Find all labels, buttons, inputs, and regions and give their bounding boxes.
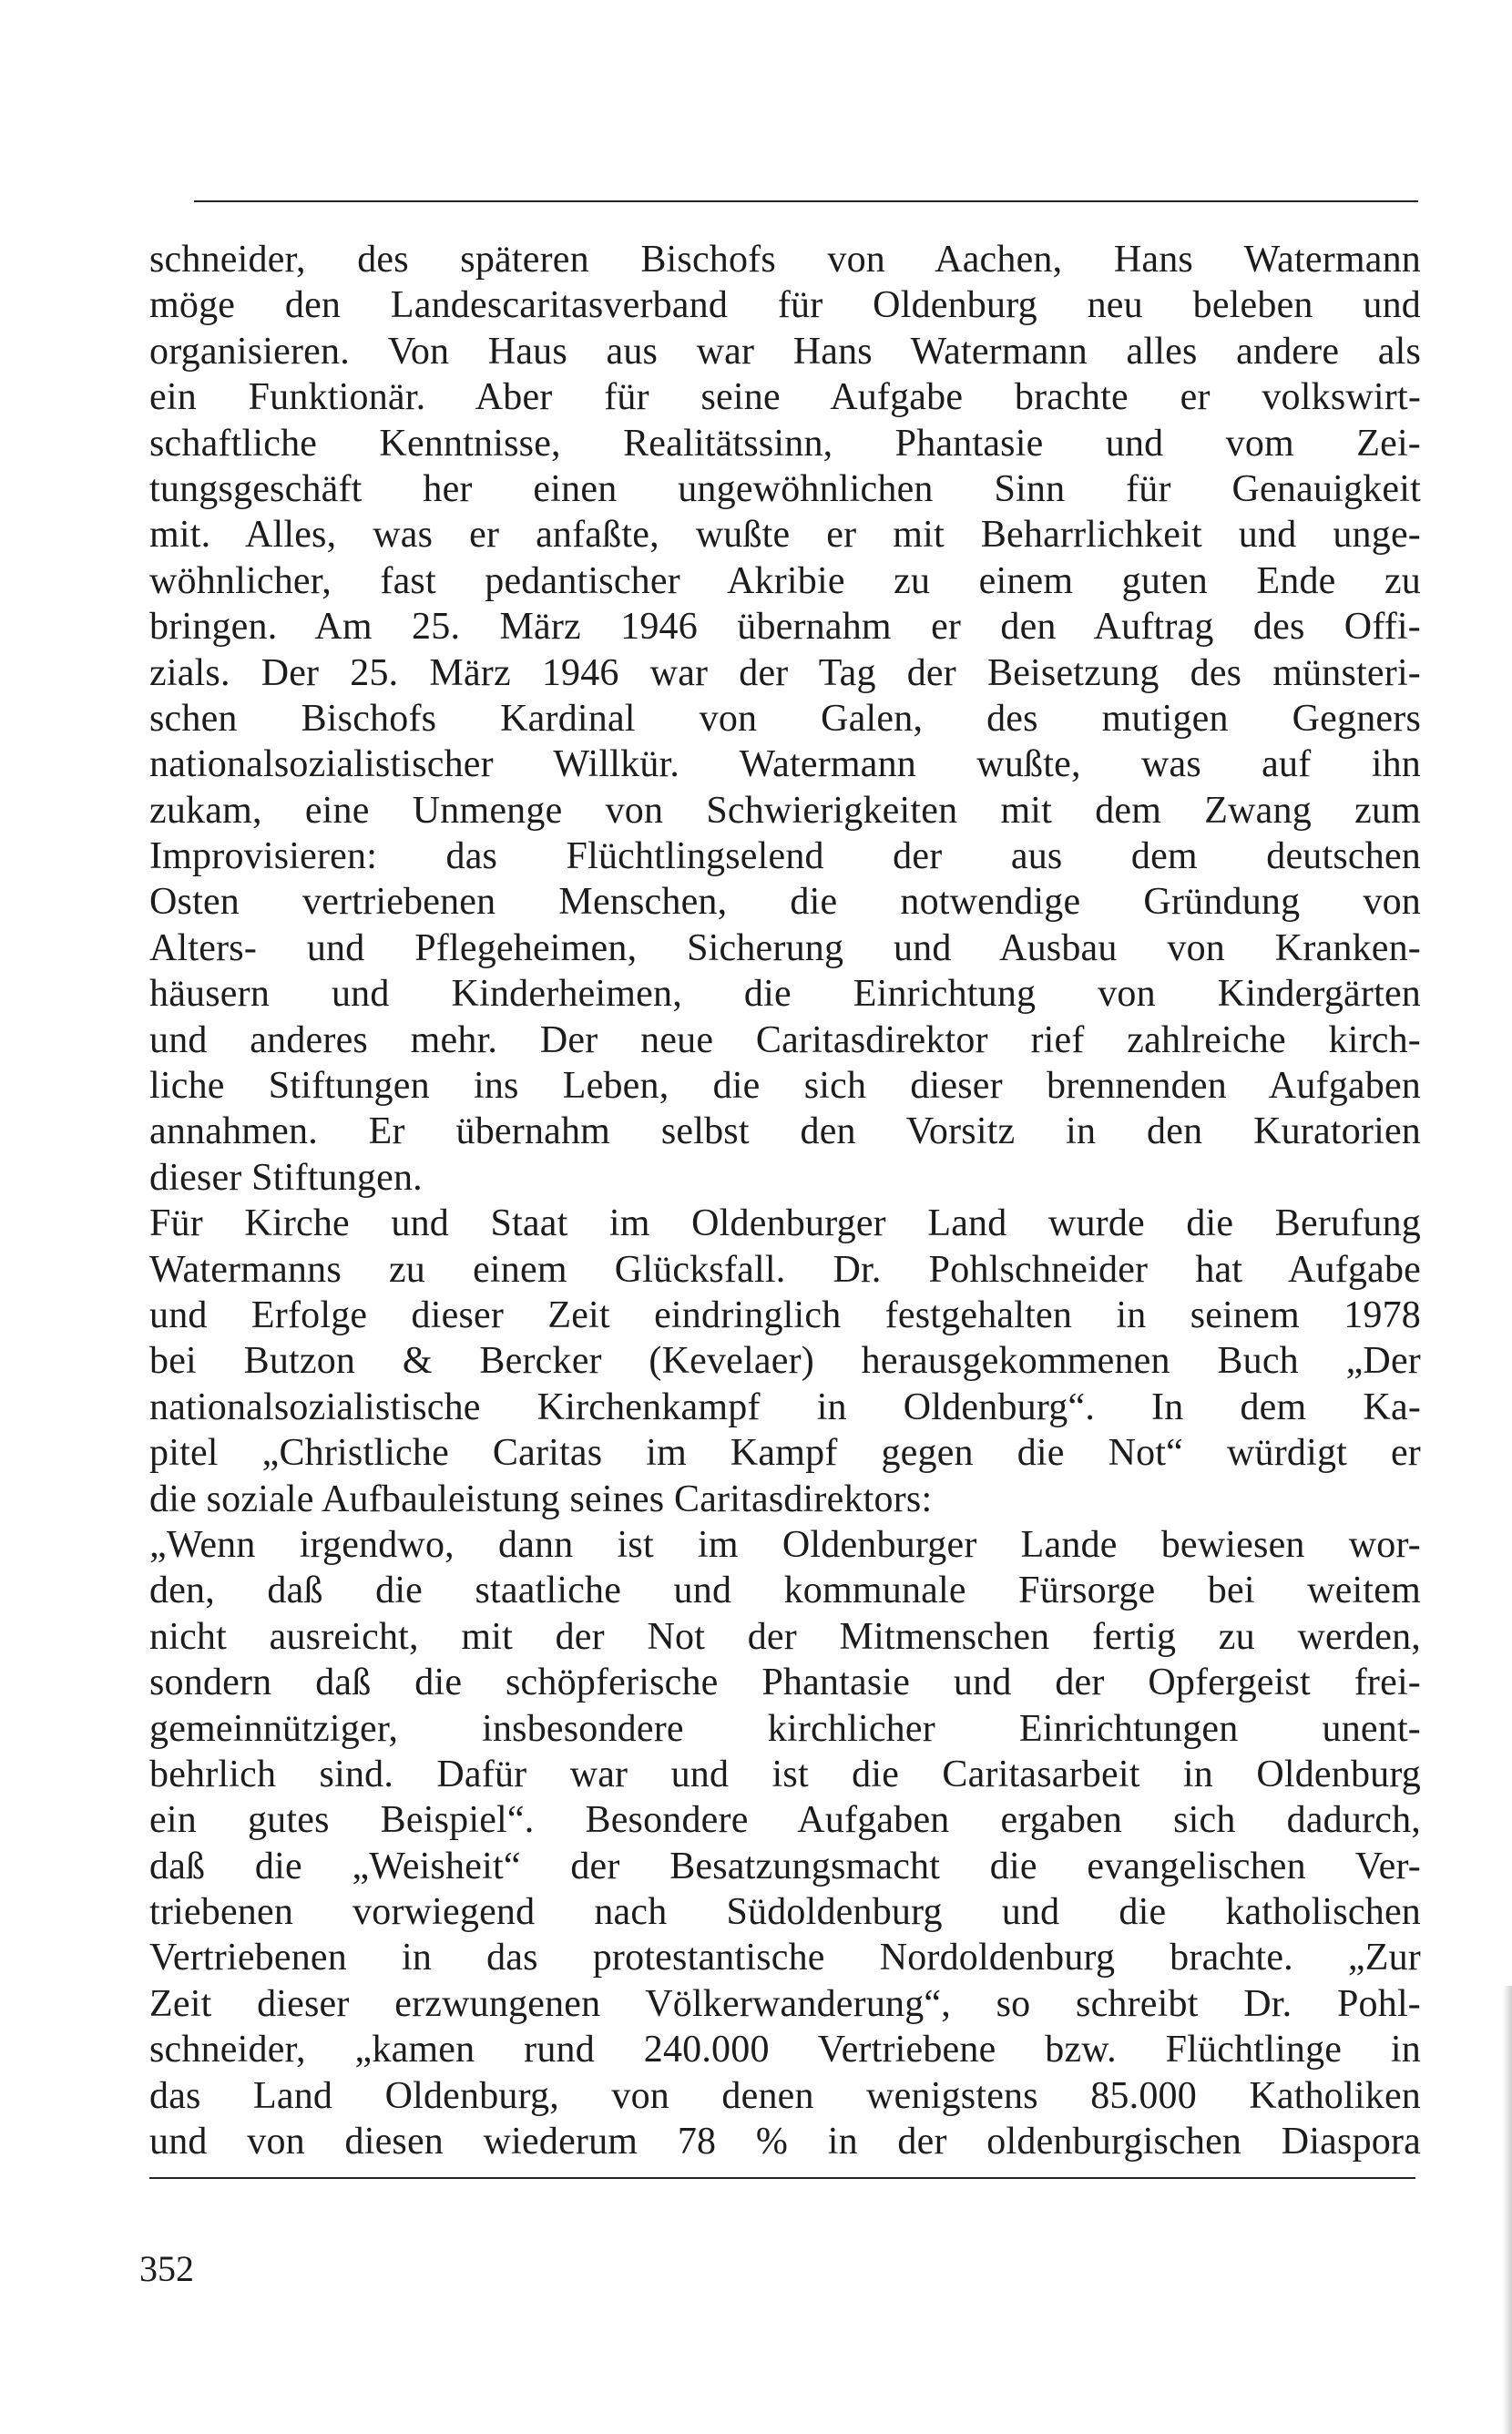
- text-line: pitel „Christliche Caritas im Kampf gegen die Not“ würdigt er: [149, 1432, 1421, 1475]
- scan-edge-shadow: [1503, 1986, 1512, 2434]
- text-line: organisieren. Von Haus aus war Hans Watermann alles andere als: [149, 330, 1421, 373]
- text-line-paragraph-end: dieser Stiftungen.: [149, 1156, 423, 1199]
- text-line: schen Bischofs Kardinal von Galen, des mutigen Gegners: [149, 697, 1421, 740]
- text-line: bringen. Am 25. März 1946 übernahm er den Auftrag des Offi-: [149, 606, 1421, 649]
- text-line: liche Stiftungen ins Leben, die sich dieser brennenden Aufgaben: [149, 1065, 1421, 1108]
- text-line: bei Butzon & Bercker (Kevelaer) herausgekommenen Buch „Der: [149, 1340, 1421, 1383]
- text-line: und anderes mehr. Der neue Caritasdirektor rief zahlreiche kirch-: [149, 1018, 1421, 1061]
- text-line: sondern daß die schöpferische Phantasie und der Opfergeist frei-: [149, 1662, 1421, 1704]
- text-line: gemeinnütziger, insbesondere kirchlicher Einrichtungen unent-: [149, 1707, 1421, 1750]
- text-line: zukam, eine Unmenge von Schwierigkeiten mit dem Zwang zum: [149, 789, 1421, 832]
- text-line: Watermanns zu einem Glücksfall. Dr. Pohlschneider hat Aufgabe: [149, 1248, 1421, 1291]
- text-line: annahmen. Er übernahm selbst den Vorsitz in den Kuratorien: [149, 1110, 1421, 1153]
- text-line: zials. Der 25. März 1946 war der Tag der Beisetzung des münsteri-: [149, 651, 1421, 694]
- text-line: wöhnlicher, fast pedantischer Akribie zu einem guten Ende zu: [149, 559, 1421, 602]
- text-line: nationalsozialistische Kirchenkampf in Oldenburg“. In dem Ka-: [149, 1386, 1421, 1428]
- text-line: triebenen vorwiegend nach Südoldenburg und die katholischen: [149, 1891, 1421, 1934]
- text-line: schneider, des späteren Bischofs von Aachen, Hans Watermann: [149, 239, 1421, 281]
- text-line: schneider, „kamen rund 240.000 Vertriebene bzw. Flüchtlinge in: [149, 2029, 1421, 2071]
- text-line: Osten vertriebenen Menschen, die notwendige Gründung von: [149, 881, 1421, 924]
- text-line: das Land Oldenburg, von denen wenigstens 85.000 Katholiken: [149, 2074, 1421, 2117]
- page-number: 352: [139, 2248, 194, 2289]
- text-line: „Wenn irgendwo, dann ist im Oldenburger Lande bewiesen wor-: [149, 1523, 1421, 1566]
- text-line: und von diesen wiederum 78 % in der oldenburgischen Diaspora: [149, 2121, 1421, 2163]
- text-line: nationalsozialistischer Willkür. Watermann wußte, was auf ihn: [149, 743, 1421, 786]
- text-line: und Erfolge dieser Zeit eindringlich festgehalten in seinem 1978: [149, 1294, 1421, 1336]
- text-line: häusern und Kinderheimen, die Einrichtung von Kindergärten: [149, 973, 1421, 1016]
- text-line: Alters- und Pflegeheimen, Sicherung und Ausbau von Kranken-: [149, 926, 1421, 969]
- text-line: mit. Alles, was er anfaßte, wußte er mit Beharrlichkeit und unge-: [149, 514, 1421, 557]
- text-line: den, daß die staatliche und kommunale Fürsorge bei weitem: [149, 1570, 1421, 1612]
- text-line: Improvisieren: das Flüchtlingselend der aus dem deutschen: [149, 835, 1421, 878]
- body-text: [149, 237, 1421, 2164]
- text-line: tungsgeschäft her einen ungewöhnlichen Sinn für Genauigkeit: [149, 467, 1421, 510]
- text-line: ein Funktionär. Aber für seine Aufgabe brachte er volkswirt-: [149, 376, 1421, 419]
- text-line: behrlich sind. Dafür war und ist die Caritasarbeit in Oldenburg: [149, 1753, 1421, 1795]
- text-line: Für Kirche und Staat im Oldenburger Land wurde die Berufung: [149, 1202, 1421, 1245]
- top-rule: [194, 200, 1418, 202]
- text-line: daß die „Weisheit“ der Besatzungsmacht die evangelischen Ver-: [149, 1845, 1421, 1887]
- text-line: ein gutes Beispiel“. Besondere Aufgaben ergaben sich dadurch,: [149, 1799, 1421, 1842]
- text-line: nicht ausreicht, mit der Not der Mitmenschen fertig zu werden,: [149, 1615, 1421, 1658]
- text-line: schaftliche Kenntnisse, Realitätssinn, Phantasie und vom Zei-: [149, 422, 1421, 465]
- text-line: Vertriebenen in das protestantische Nordoldenburg brachte. „Zur: [149, 1937, 1421, 1979]
- text-line: Zeit dieser erzwungenen Völkerwanderung“, so schreibt Dr. Pohl-: [149, 1982, 1421, 2025]
- text-line-paragraph-end: die soziale Aufbauleistung seines Caritasdirektors:: [149, 1478, 933, 1520]
- bottom-rule: [149, 2177, 1415, 2179]
- text-line: möge den Landescaritasverband für Oldenburg neu beleben und: [149, 284, 1421, 327]
